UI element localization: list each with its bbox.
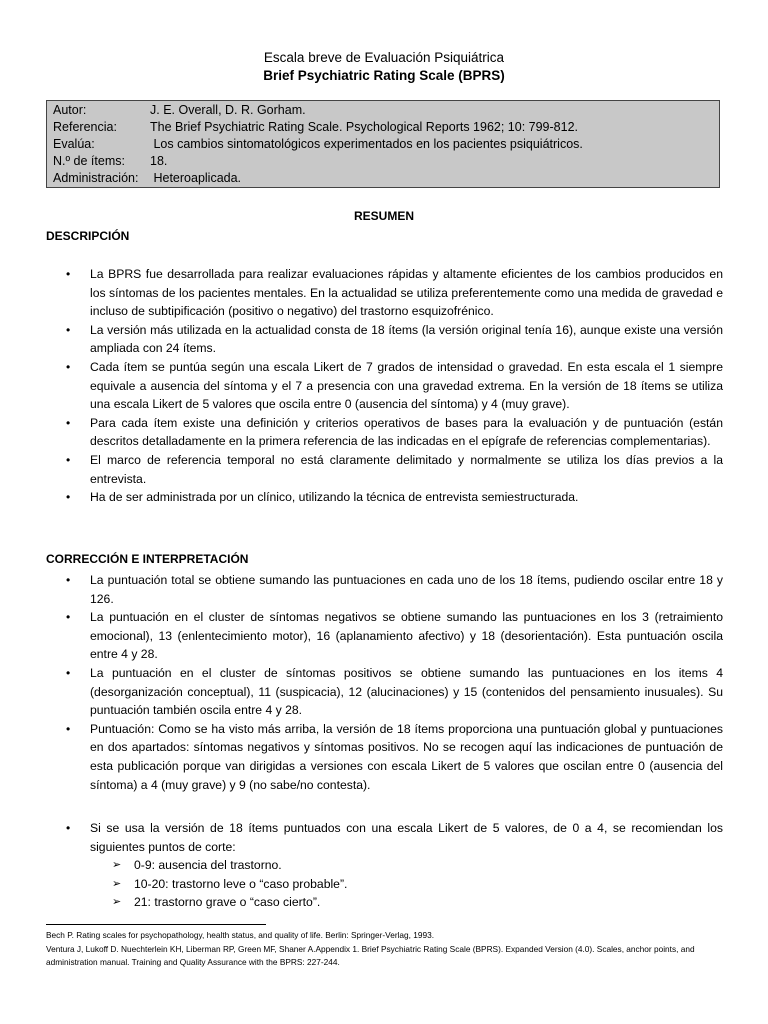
list-item bbox=[46, 414, 723, 451]
list-item bbox=[46, 664, 723, 720]
bullet-icon: • bbox=[66, 452, 71, 467]
list-item bbox=[46, 608, 723, 664]
list-item-text: La puntuación en el cluster de síntomas negativos se obtiene sumando las puntuaciones en los 3 (retraimiento emocional), 13 (enlentecimiento motor), 16 (aplanamiento afectivo) y 18 (desorientación). Esta puntuación oscila entre 4 y 28. bbox=[90, 610, 723, 662]
cutoff-text: 10-20: trastorno leve o “caso probable”. bbox=[134, 876, 348, 891]
arrow-bullet-icon: ➢ bbox=[112, 896, 122, 909]
info-key: N.º de ítems: bbox=[53, 154, 125, 168]
footnotes bbox=[46, 929, 726, 970]
list-item-text: Puntuación: Como se ha visto más arriba, la versión de 18 ítems proporciona una puntuación global y puntuaciones en dos apartados: síntomas negativos y síntomas positivos. No se recogen aquí las indicaciones de puntuación de esta publicación porque van dirigidas a versiones con escala Likert de 5 valores que oscilan entre 0 (ausencia del síntoma) a 4 (muy grave) y 9 (no sabe/no contesta). bbox=[90, 721, 723, 792]
list-item bbox=[46, 819, 723, 856]
cutoff-item bbox=[46, 893, 723, 912]
info-value: Heteroaplicada. bbox=[150, 171, 242, 185]
title-english: Brief Psychiatric Rating Scale (BPRS) bbox=[263, 68, 505, 83]
info-value: Los cambios sintomatológicos experimentados en los pacientes psiquiátricos. bbox=[150, 137, 583, 151]
resumen-heading: RESUMEN bbox=[353, 209, 414, 223]
bullet-icon: • bbox=[66, 665, 71, 680]
document-title bbox=[0, 49, 768, 85]
bullet-icon: • bbox=[66, 610, 71, 625]
bullet-icon: • bbox=[66, 322, 71, 337]
list-item bbox=[46, 321, 723, 358]
list-item-text: La puntuación en el cluster de síntomas positivos se obtiene sumando las puntuaciones en los items 4 (desorganización conceptual), 11 (suspicacia), 12 (alucinaciones) y 15 (contenidos del pensamiento inusuales). Su puntuación también oscila entre 4 y 28. bbox=[90, 665, 723, 718]
list-item-text: El marco de referencia temporal no está claramente delimitado y normalmente se utiliza los días previos a la entrevista. bbox=[90, 452, 723, 486]
bullet-icon: • bbox=[66, 415, 71, 430]
cutoff-item bbox=[46, 856, 723, 875]
info-row-items bbox=[53, 153, 713, 170]
list-item-text: Ha de ser administrada por un clínico, utilizando la técnica de entrevista semiestructurada. bbox=[90, 490, 579, 505]
correccion-list bbox=[46, 571, 723, 794]
bullet-icon: • bbox=[66, 721, 71, 736]
footnote-item: Bech P. Rating scales for psychopathology, health status, and quality of life. Berlin: Springer-Verlag, 1993. bbox=[46, 930, 435, 940]
list-item-text: La puntuación total se obtiene sumando las puntuaciones en cada uno de los 18 ítems, pudiendo oscilar entre 18 y 126. bbox=[90, 573, 723, 606]
info-box bbox=[46, 100, 720, 188]
cutoff-text: 0-9: ausencia del trastorno. bbox=[134, 858, 282, 873]
info-key: Evalúa: bbox=[53, 137, 95, 151]
list-item bbox=[46, 451, 723, 488]
list-item bbox=[46, 358, 723, 414]
info-row-administracion bbox=[53, 170, 713, 187]
bullet-icon: • bbox=[66, 573, 71, 587]
footnote-divider bbox=[46, 924, 266, 925]
title-spanish: Escala breve de Evaluación Psiquiátrica bbox=[263, 50, 505, 65]
info-row-evalua bbox=[53, 136, 713, 153]
info-key: Referencia: bbox=[53, 120, 117, 134]
info-row-autor bbox=[53, 102, 713, 119]
info-row-referencia bbox=[53, 119, 713, 136]
list-item-text: Si se usa la versión de 18 ítems puntuados con una escala Likert de 5 valores, de 0 a 4, se recomiendan los siguientes puntos de corte: bbox=[90, 821, 723, 854]
list-item bbox=[46, 265, 723, 321]
list-item bbox=[46, 571, 723, 608]
bullet-icon: • bbox=[66, 267, 71, 281]
bullet-icon: • bbox=[66, 490, 71, 505]
list-item bbox=[46, 488, 723, 507]
arrow-bullet-icon: ➢ bbox=[112, 877, 122, 890]
cutoff-item bbox=[46, 875, 723, 894]
footnote-item: Ventura J, Lukoff D. Nuechterlein KH, Liberman RP, Green MF, Shaner A.Appendix 1. Brief Psychiatric Rating Scale (BPRS). Expanded Version (4.0). Scales, anchor points, and administration manual. Training and Quality Assurance with the BPRS: 227-244. bbox=[46, 943, 695, 967]
info-value: 18. bbox=[150, 154, 168, 168]
arrow-bullet-icon: ➢ bbox=[112, 859, 122, 872]
info-key: Autor: bbox=[53, 103, 87, 117]
list-item-text: Cada ítem se puntúa según una escala Likert de 7 grados de intensidad o gravedad. En esta escala el 1 siempre equivale a ausencia del síntoma y el 7 a presencia con una gravedad extrema. En la versión de 18 ítems se utiliza una escala Likert de 5 valores que oscila entre 0 (ausencia del síntoma) y 4 (muy grave). bbox=[90, 359, 723, 412]
list-item-text: La versión más utilizada en la actualidad consta de 18 ítems (la versión original tenía 16), aunque existe una versión ampliada con 24 ítems. bbox=[90, 322, 723, 356]
cutoff-text: 21: trastorno grave o “caso cierto”. bbox=[134, 895, 321, 910]
bullet-icon: • bbox=[66, 359, 71, 374]
descripcion-list bbox=[46, 265, 723, 507]
info-key: Administración: bbox=[53, 171, 139, 185]
info-value: The Brief Psychiatric Rating Scale. Psychological Reports 1962; 10: 799-812. bbox=[150, 120, 579, 134]
correccion-heading: CORRECCIÓN E INTERPRETACIÓN bbox=[46, 552, 249, 566]
bullet-icon: • bbox=[66, 821, 71, 835]
descripcion-heading: DESCRIPCIÓN bbox=[46, 229, 130, 243]
list-item-text: La BPRS fue desarrollada para realizar evaluaciones rápidas y altamente eficientes de los cambios producidos en los síntomas de los pacientes mentales. En la actualidad se utiliza preferentemente como una medida de gravedad e incluso de subtipificación (positivo o negativo) del trastorno esquizofrénico. bbox=[90, 267, 723, 319]
info-value: J. E. Overall, D. R. Gorham. bbox=[150, 103, 306, 117]
list-item-text: Para cada ítem existe una definición y criterios operativos de bases para la evaluación y de puntuación (están descritos detalladamente en la primera referencia de las indicadas en el epígrafe de referencias complementarias). bbox=[90, 415, 723, 449]
cutoff-list bbox=[46, 819, 723, 912]
list-item bbox=[46, 720, 723, 794]
